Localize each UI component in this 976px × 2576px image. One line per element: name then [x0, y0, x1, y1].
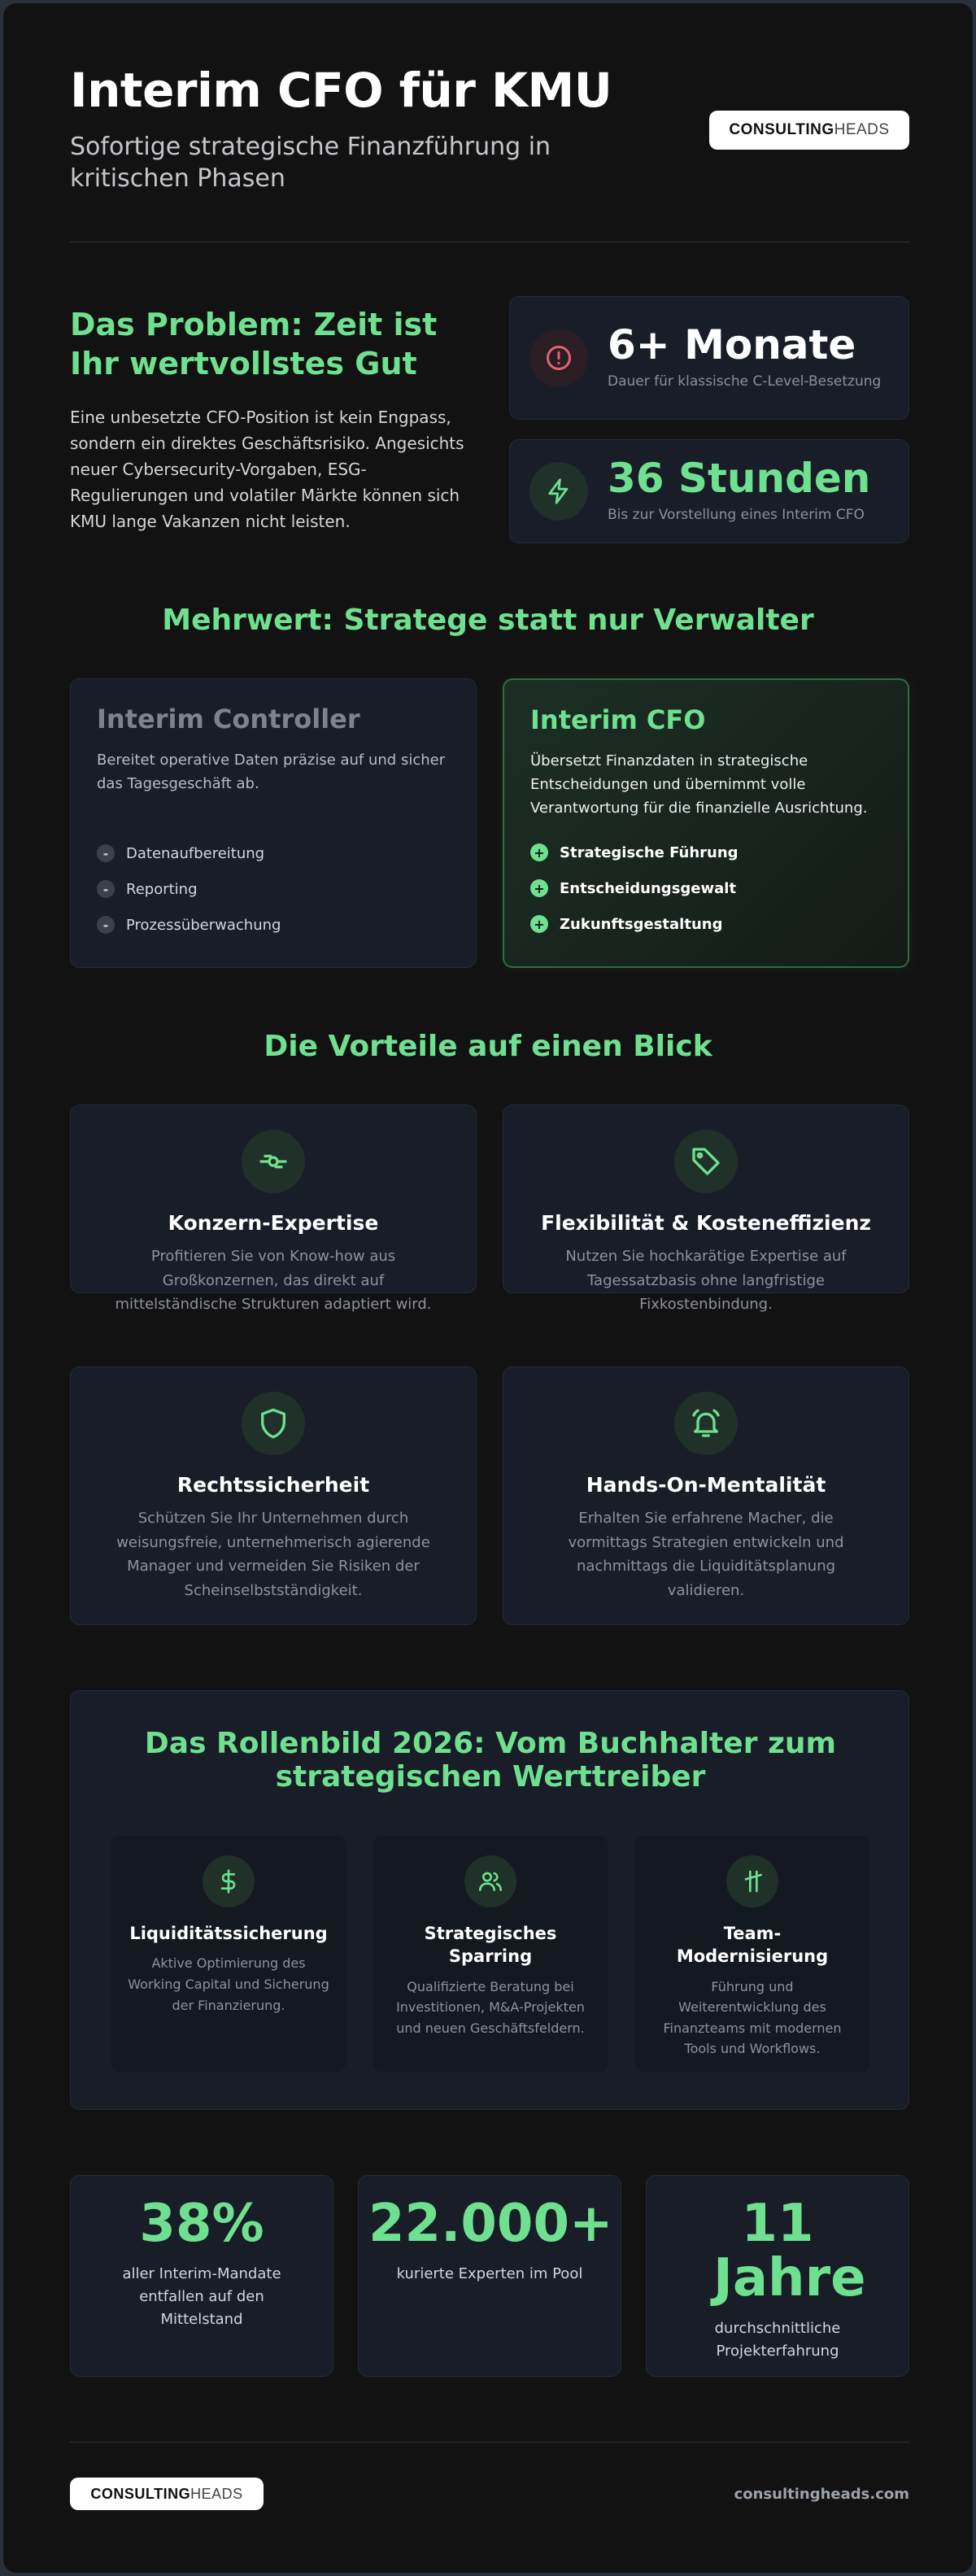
page-subtitle: Sofortige strategische Finanzführung in kritischen Phasen: [70, 132, 551, 193]
dollar-icon: [203, 1855, 255, 1907]
vorteile-heading: Die Vorteile auf einen Blick: [264, 1030, 712, 1063]
kennzahl-value: 11 Jahre: [713, 2194, 866, 2309]
lightning-icon: [529, 462, 588, 521]
vorteil-text: Nutzen Sie hochkarätige Expertise auf Tagessatzbasis ohne langfristige Fixkostenbindung.: [565, 1248, 847, 1314]
kennzahl-card: [70, 2175, 333, 2377]
vorteil-title: Rechtssicherheit: [176, 1473, 370, 1497]
kennzahl-label: kurierte Experten im Pool: [396, 2265, 583, 2283]
logo-text-heads: HEADS: [834, 121, 890, 138]
controller-card: [70, 678, 477, 968]
problem-block: [70, 306, 477, 534]
mehrwert-heading: Mehrwert: Stratege statt nur Verwalter: [162, 604, 814, 637]
alert-circle-icon: [529, 329, 588, 387]
logo-text-consulting: CONSULTING: [729, 121, 834, 138]
git-commit-icon: [242, 1130, 305, 1193]
plus-icon: +: [530, 915, 548, 933]
problem-stats: [509, 296, 909, 543]
shield-icon: [242, 1392, 305, 1455]
stat-card-speed: [509, 439, 909, 543]
vorteil-title: Hands-On-Mentalität: [586, 1473, 826, 1497]
stat-label: Dauer für klassische C-Level-Besetzung: [608, 373, 882, 390]
rollenbild-title: Strategisches Sparring: [424, 1924, 557, 1967]
list-item: + Zukunftsgestaltung: [530, 906, 739, 942]
rollenbild-cards: [111, 1836, 869, 2072]
vorteil-text: Profitieren Sie von Know-how aus Großkonzernen, das direkt auf mittelständische Strukturen adaptiert wird.: [115, 1248, 432, 1314]
stat-label: Bis zur Vorstellung eines Interim CFO: [608, 506, 865, 523]
rollenbild-text: Führung und Weiterentwicklung des Finanzteams mit modernen Tools und Workflows.: [663, 1978, 842, 2057]
page-title: Interim CFO für KMU: [70, 63, 612, 118]
problem-title: Das Problem: Zeit ist Ihr wertvollstes Gut: [70, 307, 438, 381]
list-item: + Strategische Führung: [530, 835, 739, 870]
kennzahl-label: aller Interim-Mandate entfallen auf den Mittelstand: [122, 2265, 281, 2328]
header-logo: [709, 111, 909, 150]
controller-text: Bereitet operative Daten präzise auf und sicher das Tagesgeschäft ab.: [97, 752, 446, 792]
vorteil-title: Konzern-Expertise: [168, 1211, 379, 1235]
rollenbild-heading: Das Rollenbild 2026: Vom Buchhalter zum strategischen Werttreiber: [144, 1727, 837, 1794]
vorteile-grid: [70, 1105, 909, 1625]
rollenbild-card: [635, 1836, 869, 2072]
rollenbild-title: Liquiditätssicherung: [129, 1924, 328, 1943]
logo-text-consulting: CONSULTING: [90, 2485, 191, 2502]
kennzahl-label: durchschnittliche Projekterfahrung: [714, 2320, 841, 2360]
vorteil-card: [70, 1105, 477, 1314]
kennzahlen-row: [70, 2175, 909, 2377]
website-link[interactable]: consultingheads.com: [734, 2486, 909, 2503]
plus-icon: +: [530, 843, 548, 861]
rollenbild-panel: [70, 1690, 909, 2110]
mehrwert-compare: [70, 678, 909, 968]
kennzahl-card: [358, 2175, 621, 2377]
vorteil-card: [503, 1105, 909, 1314]
list-item: - Datenaufbereitung: [97, 835, 281, 871]
rollenbild-card: [373, 1836, 608, 2072]
minus-icon: -: [97, 844, 115, 862]
list-item: + Entscheidungsgewalt: [530, 870, 739, 906]
list-item: - Prozessüberwachung: [97, 907, 281, 943]
kennzahl-value: 22.000+: [368, 2194, 613, 2254]
rollenbild-title: Team-Modernisierung: [676, 1924, 829, 1967]
users-icon: [464, 1855, 516, 1907]
infographic-page: [2, 2, 974, 2574]
controller-list: [97, 835, 281, 943]
bell-ring-icon: [674, 1392, 738, 1455]
vorteil-text: Schützen Sie Ihr Unternehmen durch weisungsfreie, unternehmerisch agierende Manager und vermeiden Sie Risiken der Scheinselbstständigkeit.: [116, 1510, 430, 1600]
footer: [70, 2486, 909, 2505]
cfo-card: [503, 678, 909, 968]
vorteil-card: [503, 1366, 909, 1625]
problem-text: Eine unbesetzte CFO-Position ist kein Engpass, sondern ein direktes Geschäftsrisiko. Angesichts neuer Cybersecurity-Vorgaben, ESG-Regulierungen und volatiler Märkte können sich KMU lange Vakanzen nicht leisten.: [70, 408, 464, 531]
rollenbild-text: Aktive Optimierung des Working Capital und Sicherung der Finanzierung.: [128, 1955, 329, 2013]
git-pull-request-icon: [726, 1855, 778, 1907]
logo-text-heads: HEADS: [190, 2485, 243, 2502]
list-item: - Reporting: [97, 871, 281, 907]
cfo-list: [530, 835, 739, 942]
rollenbild-card: [111, 1836, 346, 2072]
vorteil-title: Flexibilität & Kosteneffizienz: [541, 1211, 871, 1235]
footer-divider: [70, 2442, 909, 2443]
cfo-text: Übersetzt Finanzdaten in strategische Entscheidungen und übernimmt volle Verantwortung für die finanzielle Ausrichtung.: [530, 752, 868, 817]
stat-card-vacancy: [509, 296, 909, 420]
tag-icon: [674, 1130, 738, 1193]
minus-icon: -: [97, 916, 115, 934]
kennzahl-card: [646, 2175, 909, 2377]
vorteil-text: Erhalten Sie erfahrene Macher, die vormittags Strategien entwickeln und nachmittags die Liquiditätsplanung validieren.: [568, 1510, 844, 1600]
plus-icon: +: [530, 879, 548, 897]
vorteil-card: [70, 1366, 477, 1625]
cfo-title: Interim CFO: [530, 704, 706, 735]
stat-value: 36 Stunden: [608, 455, 871, 502]
stat-value: 6+ Monate: [608, 321, 856, 368]
kennzahl-value: 38%: [139, 2194, 264, 2254]
minus-icon: -: [97, 880, 115, 898]
controller-title: Interim Controller: [97, 704, 360, 734]
rollenbild-text: Qualifizierte Beratung bei Investitionen, M&A-Projekten und neuen Geschäftsfeldern.: [396, 1978, 585, 2036]
